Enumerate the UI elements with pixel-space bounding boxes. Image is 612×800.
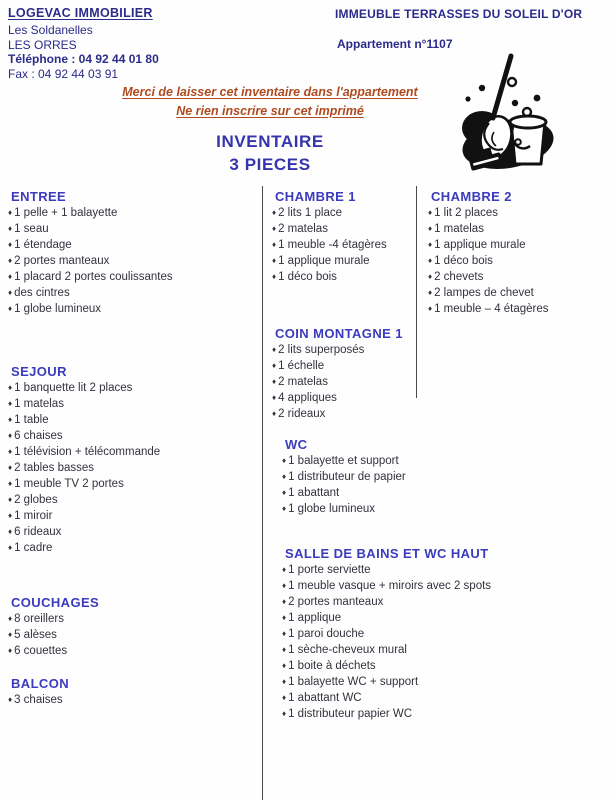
inventory-item (8, 380, 258, 396)
item-text: 1 meuble vasque + miroirs avec 2 spots (288, 580, 492, 592)
inventory-item (428, 285, 610, 301)
agency-phone: Téléphone : 04 92 44 01 80 (8, 52, 159, 66)
item-text: 3 chaises (14, 694, 63, 706)
item-text: 2 globes (14, 494, 58, 506)
inventory-item (282, 485, 507, 501)
item-text: 1 porte serviette (288, 564, 371, 576)
inventory-item (8, 692, 258, 708)
item-text: 2 matelas (278, 223, 328, 235)
inventory-item (282, 453, 507, 469)
bullet-icon: ♦ (282, 565, 287, 574)
item-text: 1 matelas (434, 223, 484, 235)
bullet-icon: ♦ (428, 240, 433, 249)
inventory-item (272, 342, 507, 358)
section-heading: SALLE DE BAINS ET WC HAUT (285, 546, 489, 561)
section-coin-montagne-1 (272, 325, 507, 422)
inventory-item (428, 301, 610, 317)
section-salle-de-bains (272, 545, 507, 722)
inventory-item (8, 524, 258, 540)
inventory-item (8, 444, 258, 460)
item-text: des cintres (14, 287, 70, 299)
bullet-icon: ♦ (272, 393, 277, 402)
item-text: 1 table (14, 414, 49, 426)
item-text: 1 applique (288, 612, 342, 624)
bullet-icon: ♦ (428, 208, 433, 217)
bullet-icon: ♦ (272, 224, 277, 233)
inventory-item (282, 626, 507, 642)
bullet-icon: ♦ (282, 629, 287, 638)
bullet-icon: ♦ (8, 695, 13, 704)
inventory-item (428, 269, 610, 285)
item-text: 1 meuble TV 2 portes (14, 478, 124, 490)
bullet-icon: ♦ (272, 345, 277, 354)
inventory-item (282, 690, 507, 706)
page-title (150, 130, 390, 176)
section-items (8, 205, 258, 317)
inventory-item (8, 205, 258, 221)
bullet-icon: ♦ (428, 304, 433, 313)
section-heading: SEJOUR (11, 364, 67, 379)
bullet-icon: ♦ (282, 597, 287, 606)
inventory-item (282, 562, 507, 578)
agency-address-line2: LES ORRES (8, 38, 77, 52)
section-items (428, 205, 610, 317)
section-heading: WC (285, 437, 308, 452)
inventory-item (8, 476, 258, 492)
item-text: 1 globe lumineux (14, 303, 102, 315)
column-3 (428, 188, 610, 317)
bullet-icon: ♦ (8, 447, 13, 456)
item-text: 1 étendage (14, 239, 72, 251)
item-text: 1 balayette et support (288, 455, 399, 467)
section-heading: ENTREE (11, 189, 67, 204)
bullet-icon: ♦ (8, 240, 13, 249)
bullet-icon: ♦ (8, 495, 13, 504)
inventory-item (8, 221, 258, 237)
bullet-icon: ♦ (282, 581, 287, 590)
bullet-icon: ♦ (272, 240, 277, 249)
section-items (282, 562, 507, 722)
item-text: 1 banquette lit 2 places (14, 382, 133, 394)
item-text: 1 placard 2 portes coulissantes (14, 271, 173, 283)
section-heading: CHAMBRE 1 (275, 189, 356, 204)
item-text: 1 pelle + 1 balayette (14, 207, 118, 219)
item-text: 1 déco bois (278, 271, 337, 283)
bullet-icon: ♦ (428, 288, 433, 297)
building-name: IMMEUBLE TERRASSES DU SOLEIL D'OR (335, 7, 583, 21)
item-text: 2 rideaux (278, 408, 326, 420)
title-line-2: 3 PIECES (229, 155, 311, 174)
inventory-item (8, 269, 258, 285)
bullet-icon: ♦ (8, 399, 13, 408)
bullet-icon: ♦ (8, 463, 13, 472)
bullet-icon: ♦ (8, 646, 13, 655)
bullet-icon: ♦ (8, 431, 13, 440)
notice-line-1: Merci de laisser cet inventaire dans l'appartement (122, 85, 418, 99)
inventory-item (428, 205, 610, 221)
bullet-icon: ♦ (8, 630, 13, 639)
item-text: 2 portes manteaux (14, 255, 110, 267)
item-text: 2 lits superposés (278, 344, 365, 356)
bullet-icon: ♦ (282, 472, 287, 481)
inventory-item (8, 460, 258, 476)
inventory-item (272, 374, 507, 390)
section-items (8, 692, 258, 708)
item-text: 1 matelas (14, 398, 64, 410)
inventory-item (272, 358, 507, 374)
notice-line-2: Ne rien inscrire sur cet imprimé (176, 104, 364, 118)
apartment-number: Appartement n°1107 (337, 37, 453, 51)
item-text: 6 couettes (14, 645, 68, 657)
bullet-icon: ♦ (8, 272, 13, 281)
cleaning-bucket-mop-clipart (452, 52, 564, 178)
agency-fax: Fax : 04 92 44 03 91 (8, 67, 119, 81)
section-heading: CHAMBRE 2 (431, 189, 512, 204)
inventory-item (8, 301, 258, 317)
bullet-icon: ♦ (272, 361, 277, 370)
agency-name: LOGEVAC IMMOBILIER (8, 6, 153, 20)
inventory-item (428, 253, 610, 269)
item-text: 1 distributeur papier WC (288, 708, 413, 720)
inventory-item (282, 642, 507, 658)
inventory-item (282, 610, 507, 626)
section-items (272, 342, 507, 422)
agency-address-line1: Les Soldanelles (8, 23, 93, 37)
section-heading: BALCON (11, 676, 70, 691)
inventory-item (8, 627, 258, 643)
bullet-icon: ♦ (8, 415, 13, 424)
column-divider-left (262, 186, 263, 800)
bullet-icon: ♦ (428, 224, 433, 233)
item-text: 4 appliques (278, 392, 337, 404)
inventory-item (282, 501, 507, 517)
item-text: 1 globe lumineux (288, 503, 376, 515)
item-text: 1 seau (14, 223, 49, 235)
item-text: 1 télévision + télécommande (14, 446, 161, 458)
inventory-item (282, 578, 507, 594)
bullet-icon: ♦ (272, 272, 277, 281)
bullet-icon: ♦ (282, 645, 287, 654)
inventory-item (282, 469, 507, 485)
item-text: 6 chaises (14, 430, 63, 442)
item-text: 1 meuble – 4 étagères (434, 303, 549, 315)
notice-text (60, 83, 480, 121)
bullet-icon: ♦ (272, 377, 277, 386)
bullet-icon: ♦ (428, 272, 433, 281)
bullet-icon: ♦ (272, 256, 277, 265)
item-text: 1 cadre (14, 542, 53, 554)
inventory-item (272, 406, 507, 422)
bullet-icon: ♦ (272, 208, 277, 217)
item-text: 5 alèses (14, 629, 57, 641)
item-text: 1 applique murale (278, 255, 370, 267)
section-balcon (8, 675, 258, 708)
section-heading: COUCHAGES (11, 595, 100, 610)
item-text: 2 lampes de chevet (434, 287, 534, 299)
column-1 (8, 188, 258, 708)
bucket-icon (510, 116, 546, 164)
item-text: 8 oreillers (14, 613, 64, 625)
section-items (8, 380, 258, 556)
bullet-icon: ♦ (8, 479, 13, 488)
section-wc (272, 436, 507, 517)
bullet-icon: ♦ (282, 661, 287, 670)
bullet-icon: ♦ (8, 511, 13, 520)
inventory-item (8, 611, 258, 627)
item-text: 1 distributeur de papier (288, 471, 406, 483)
bullet-icon: ♦ (282, 693, 287, 702)
bullet-icon: ♦ (8, 527, 13, 536)
item-text: 1 miroir (14, 510, 53, 522)
bullet-icon: ♦ (282, 456, 287, 465)
mop-icon (476, 56, 515, 161)
item-text: 1 balayette WC + support (288, 676, 419, 688)
inventory-item (8, 643, 258, 659)
section-items (8, 611, 258, 659)
inventory-item (8, 253, 258, 269)
inventory-item (8, 508, 258, 524)
bullet-icon: ♦ (282, 488, 287, 497)
section-heading: COIN MONTAGNE 1 (275, 326, 403, 341)
inventory-item (428, 221, 610, 237)
inventory-item (8, 540, 258, 556)
inventory-item (428, 237, 610, 253)
item-text: 1 abattant WC (288, 692, 362, 704)
inventory-item (282, 594, 507, 610)
bullet-icon: ♦ (282, 677, 287, 686)
inventory-item (8, 285, 258, 301)
inventory-item (8, 412, 258, 428)
section-entree (8, 188, 258, 317)
bullet-icon: ♦ (8, 614, 13, 623)
item-text: 1 déco bois (434, 255, 493, 267)
section-chambre-2 (428, 188, 610, 317)
item-text: 1 lit 2 places (434, 207, 499, 219)
section-couchages (8, 594, 258, 659)
bullet-icon: ♦ (8, 288, 13, 297)
title-line-1: INVENTAIRE (216, 132, 324, 151)
inventory-item (8, 492, 258, 508)
section-items (282, 453, 507, 517)
item-text: 1 abattant (288, 487, 340, 499)
bullet-icon: ♦ (428, 256, 433, 265)
inventory-item (8, 237, 258, 253)
bullet-icon: ♦ (8, 304, 13, 313)
item-text: 1 paroi douche (288, 628, 365, 640)
item-text: 1 boite à déchets (288, 660, 376, 672)
section-sejour (8, 363, 258, 556)
inventory-item (282, 674, 507, 690)
inventory-item (282, 658, 507, 674)
item-text: 6 rideaux (14, 526, 62, 538)
item-text: 1 applique murale (434, 239, 526, 251)
item-text: 2 portes manteaux (288, 596, 384, 608)
bullet-icon: ♦ (8, 383, 13, 392)
inventory-item (272, 390, 507, 406)
item-text: 1 échelle (278, 360, 325, 372)
bullet-icon: ♦ (272, 409, 277, 418)
bullet-icon: ♦ (8, 208, 13, 217)
bullet-icon: ♦ (282, 613, 287, 622)
item-text: 1 sèche-cheveux mural (288, 644, 407, 656)
item-text: 1 meuble -4 étagères (278, 239, 387, 251)
inventory-item (282, 706, 507, 722)
bullet-icon: ♦ (8, 224, 13, 233)
bullet-icon: ♦ (8, 256, 13, 265)
inventory-item (8, 396, 258, 412)
item-text: 2 chevets (434, 271, 484, 283)
inventory-item (8, 428, 258, 444)
item-text: 2 lits 1 place (278, 207, 343, 219)
item-text: 2 matelas (278, 376, 328, 388)
bullet-icon: ♦ (282, 709, 287, 718)
bullet-icon: ♦ (8, 543, 13, 552)
item-text: 2 tables basses (14, 462, 95, 474)
bullet-icon: ♦ (282, 504, 287, 513)
